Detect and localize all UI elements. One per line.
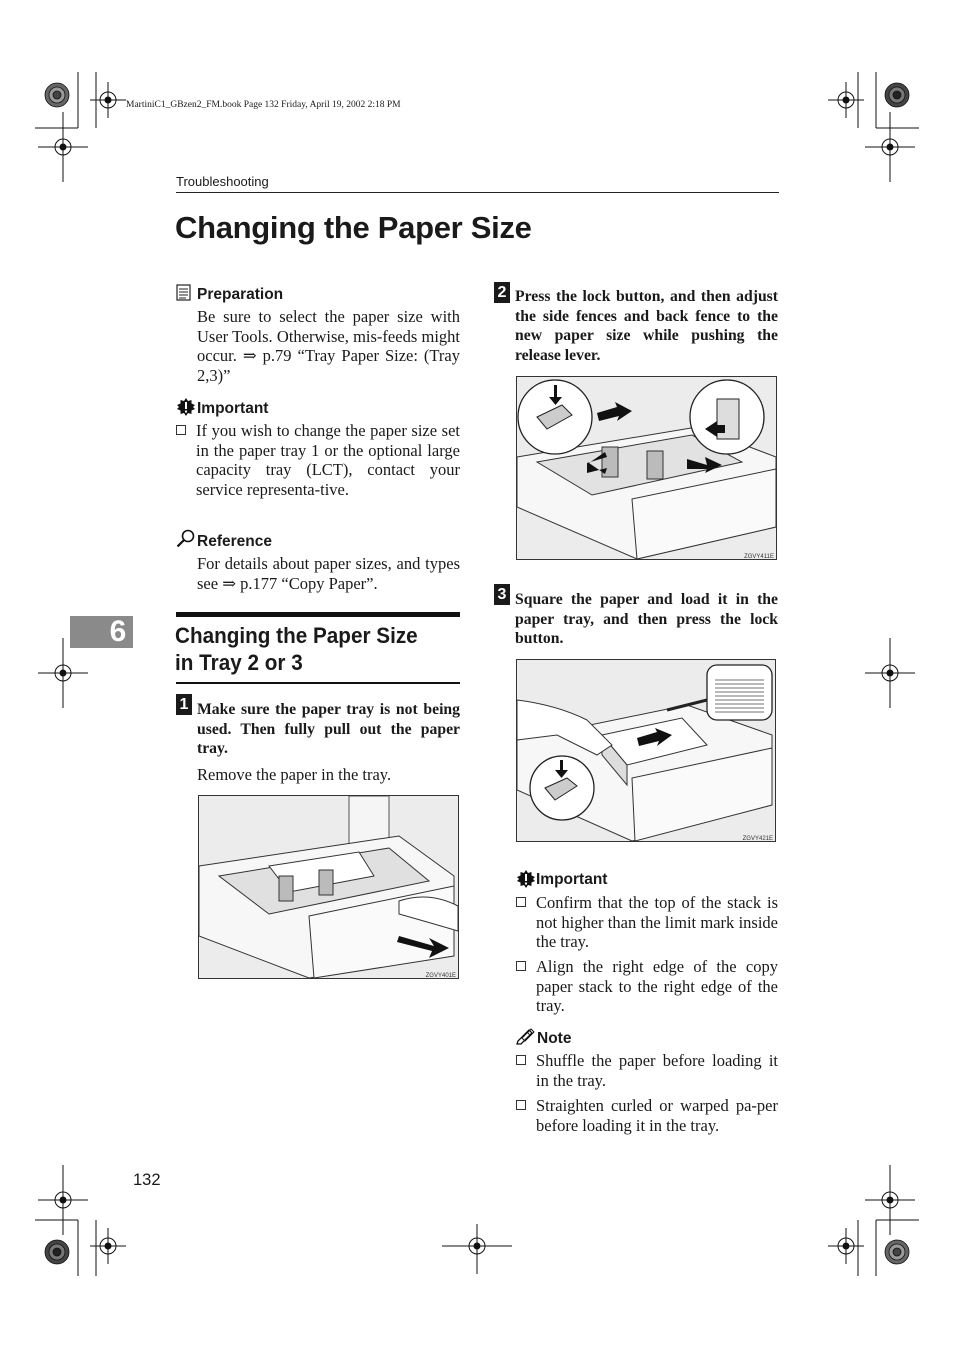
figure-code: ZGVY411E (744, 554, 774, 560)
checkbox-bullet-icon (516, 1055, 526, 1065)
important-item-text: Confirm that the top of the stack is not higher than the limit mark inside the tray. (536, 893, 778, 952)
important-item-text: Align the right edge of the copy paper stack to the right edge of the tray. (536, 957, 778, 1016)
load-paper-illustration-icon (517, 660, 775, 841)
important-item (176, 421, 460, 521)
note-item (516, 1051, 778, 1093)
important-label: Important (197, 400, 269, 417)
step-instruction: Make sure the paper tray is not being used. Then fully pull out the paper tray. (197, 701, 460, 758)
header-rule (176, 192, 779, 193)
magnifier-icon (176, 529, 195, 548)
figure-adjust-fences (516, 376, 777, 560)
section-rule-top (176, 612, 460, 617)
important-icon (516, 869, 536, 889)
important-item-text: If you wish to change the paper size set in the paper tray 1 or the optional large capacity tray (LCT), contact your service representa-tive. (196, 421, 460, 499)
important-icon (176, 397, 196, 417)
figure-pull-out-tray (198, 795, 459, 979)
preparation-icon (176, 284, 191, 301)
step-instruction: Square the paper and load it in the paper tray, and then press the lock button. (515, 591, 778, 648)
section-title: Changing the Paper Size in Tray 2 or 3 (175, 623, 418, 675)
fence-adjustment-illustration-icon (517, 377, 776, 559)
running-head: Troubleshooting (176, 174, 269, 189)
figure-code: ZGVY401E (425, 973, 456, 979)
preparation-label: Preparation (197, 286, 284, 303)
note-item (516, 1096, 778, 1138)
note-label: Note (537, 1030, 572, 1047)
note-item-text: Straighten curled or warped pa-per before loading it in the tray. (536, 1096, 778, 1135)
checkbox-bullet-icon (176, 425, 186, 435)
checkbox-bullet-icon (516, 961, 526, 971)
step-number: 3 (494, 584, 510, 605)
pencil-note-icon (516, 1027, 535, 1045)
reference-label: Reference (197, 533, 272, 550)
note-item-text: Shuffle the paper before loading it in the tray. (536, 1051, 778, 1090)
figure-load-paper (516, 659, 776, 842)
figure-code: ZGVY421E (742, 836, 773, 842)
preparation-text: Be sure to select the paper size with User Tools. Otherwise, mis-feeds might occur. ⇒ p.79 “Tray Paper Size: (Tray 2,3)” (197, 307, 460, 385)
step-number: 1 (176, 694, 192, 715)
important-item (516, 957, 778, 1017)
page-title: Changing the Paper Size (175, 210, 532, 245)
step-number: 2 (494, 282, 510, 303)
step-detail: Remove the paper in the tray. (197, 765, 392, 784)
page-number: 132 (133, 1171, 161, 1189)
section-rule-bottom (176, 682, 460, 684)
important-label: Important (536, 871, 608, 888)
chapter-number: 6 (109, 615, 127, 648)
checkbox-bullet-icon (516, 1100, 526, 1110)
reference-text: For details about paper sizes, and types see ⇒ p.177 “Copy Paper”. (197, 554, 460, 593)
checkbox-bullet-icon (516, 897, 526, 907)
file-info: MartiniC1_GBzen2_FM.book Page 132 Friday, April 19, 2002 2:18 PM (126, 100, 401, 110)
step-instruction: Press the lock button, and then adjust the side fences and back fence to the new paper size while pushing the release lever. (515, 288, 778, 364)
paper-tray-illustration-icon (199, 796, 458, 978)
important-item (516, 893, 778, 953)
registration-target-icons (38, 82, 915, 1274)
